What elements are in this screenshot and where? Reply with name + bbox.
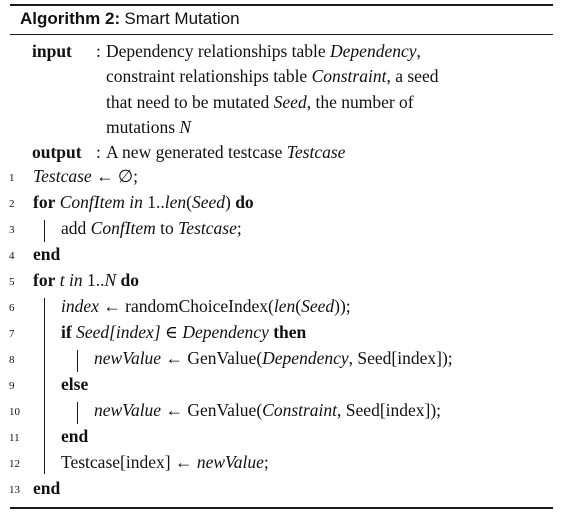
output-keyword: output [32,142,82,162]
input-line-3-tail: , the number of [306,92,414,112]
algorithm-caption [20,9,240,29]
code-var: Testcase [33,166,92,186]
code-line-11 [61,426,88,447]
input-line-2-tail: , a seed [386,66,439,86]
caption-rule [10,34,553,35]
code-var: ConfItem [90,218,156,238]
output-line [106,142,345,163]
line-number: 2 [9,198,15,210]
input-line-3-text: that need to be mutated [106,92,274,112]
input-line-4-var: N [179,117,192,137]
code-text: ← GenValue( [161,348,263,368]
code-var: Seed[index] [71,322,161,342]
keyword-if: if [61,322,72,342]
keyword-else: else [61,374,89,394]
code-line-7 [61,322,306,343]
code-var: Dependency [182,322,269,342]
code-text: ) [225,192,231,212]
code-line-9 [61,374,88,395]
indent-guide [77,350,78,372]
code-text: ; [236,218,242,238]
code-var: t in [55,270,87,290]
input-line-1-punct: , [416,41,421,61]
code-var: newValue [94,400,162,420]
code-text: ← randomChoiceIndex( [98,296,274,316]
input-line-1-var: Dependency [330,41,417,61]
code-var: ConfItem in [55,192,148,212]
caption-label: Algorithm 2: [20,9,121,28]
code-var: Testcase [178,218,237,238]
keyword-for: for [33,192,56,212]
code-var: len [273,296,296,316]
code-text: ← GenValue( [161,400,263,420]
line-number: 12 [9,458,20,470]
code-text: 1.. [86,270,105,290]
code-line-1 [33,166,138,187]
code-line-10 [94,400,441,421]
input-line-4-text: mutations [106,117,180,137]
keyword-end: end [33,244,61,264]
code-text: , Seed[index]); [348,348,453,368]
code-var: newValue [196,452,264,472]
code-var: len [164,192,187,212]
keyword-end: end [61,426,89,446]
code-text: ← ∅; [91,166,139,186]
line-number: 10 [9,406,20,418]
input-line-2-text: constraint relationships table [106,66,312,86]
input-line-4 [106,117,191,138]
input-line-3-var: Seed [273,92,307,112]
input-label [32,41,72,62]
line-number: 6 [9,302,15,314]
indent-guide [44,298,45,474]
top-rule [10,4,553,6]
input-line-3 [106,92,414,113]
code-var: Seed [191,192,225,212]
line-number: 4 [9,250,15,262]
line-number: 5 [9,276,15,288]
code-var: index [61,296,99,316]
input-keyword: input [32,41,72,61]
code-line-4 [33,244,60,265]
line-number: 8 [9,354,15,366]
code-line-12 [61,452,269,473]
code-var: Seed [301,296,335,316]
caption-name: Smart Mutation [124,9,240,28]
output-var: Testcase [286,142,346,162]
code-var: newValue [94,348,162,368]
output-label [32,142,82,163]
code-line-5 [33,270,139,291]
code-text: ( [295,296,302,316]
code-line-8 [94,348,453,369]
line-number: 11 [9,432,20,444]
line-number: 7 [9,328,15,340]
code-var: Dependency [262,348,349,368]
keyword-do: do [230,192,254,212]
line-number: 1 [9,172,15,184]
code-text: )); [334,296,351,316]
code-text: add [61,218,91,238]
code-line-2 [33,192,254,213]
code-text: 1.. [147,192,165,212]
code-line-3 [61,218,242,239]
code-text: , Seed[index]); [337,400,442,420]
code-text: to [155,218,179,238]
line-number: 9 [9,380,15,392]
input-colon: : [96,41,101,61]
code-text: ; [263,452,269,472]
input-line-1-text: Dependency relationships table [106,41,331,61]
keyword-then: then [268,322,307,342]
indent-guide [77,402,78,424]
code-var: N [104,270,117,290]
output-text: A new generated testcase [106,142,287,162]
code-text: ( [186,192,192,212]
keyword-do: do [116,270,140,290]
code-line-6 [61,296,351,317]
output-colon: : [96,142,101,162]
keyword-for: for [33,270,56,290]
bottom-rule [10,507,553,509]
line-number: 13 [9,484,20,496]
code-text: Testcase[index] ← [61,452,197,472]
code-line-13 [33,478,60,499]
input-line-2-var: Constraint [311,66,387,86]
input-line-1 [106,41,421,62]
indent-guide [44,220,45,242]
code-var: Constraint [262,400,338,420]
keyword-end: end [33,478,61,498]
code-text: ∈ [160,322,183,342]
line-number: 3 [9,224,15,236]
input-line-2 [106,66,438,87]
